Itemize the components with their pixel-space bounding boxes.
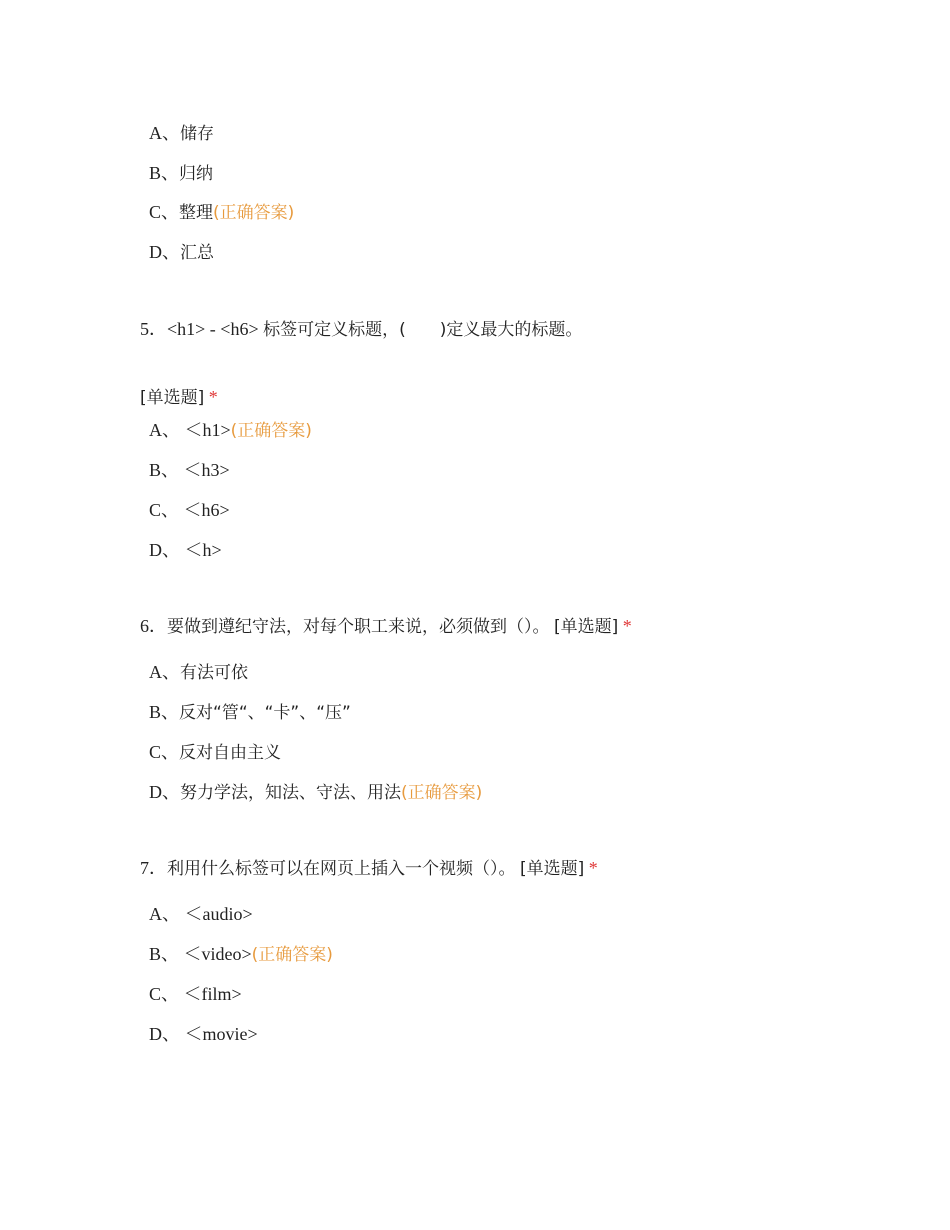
- required-asterisk: *: [588, 858, 598, 878]
- q6-option-a: A、有法可依: [149, 662, 248, 683]
- q5-stem: 5．<h1> - <h6> 标签可定义标题，( )定义最大的标题。: [140, 319, 583, 340]
- q7-option-d: D、 ＜movie>: [149, 1024, 258, 1044]
- correct-answer-mark: (正确答案): [230, 421, 312, 441]
- q7-stem: 7．利用什么标签可以在网页上插入一个视频（）。 [单选题] *: [140, 858, 598, 879]
- q7-option-c: C、 ＜film>: [149, 984, 242, 1004]
- q5-type: [单选题] *: [140, 387, 218, 408]
- q6-option-c: C、反对自由主义: [149, 742, 282, 763]
- required-asterisk: *: [622, 616, 632, 636]
- q7-option-a: A、 ＜audio>: [149, 904, 253, 924]
- q6-stem: 6．要做到遵纪守法，对每个职工来说，必须做到（）。 [单选题] *: [140, 616, 632, 637]
- q5-option-a: A、 ＜h1>(正确答案): [149, 420, 312, 441]
- q7-option-b: B、 ＜video>(正确答案): [149, 944, 333, 965]
- correct-answer-mark: (正确答案): [401, 783, 483, 803]
- q4-option-b: B、归纳: [149, 163, 214, 184]
- q4-option-c: C、整理(正确答案): [149, 202, 295, 223]
- correct-answer-mark: (正确答案): [213, 203, 295, 223]
- required-asterisk: *: [208, 387, 218, 407]
- q5-option-c: C、 ＜h6>: [149, 500, 230, 520]
- correct-answer-mark: (正确答案): [251, 945, 333, 965]
- q6-option-b: B、反对“管“、“卡”、“压”: [149, 702, 351, 723]
- q5-option-d: D、 ＜h>: [149, 540, 222, 560]
- q4-option-a: A、储存: [149, 123, 214, 144]
- q5-option-b: B、 ＜h3>: [149, 460, 230, 480]
- q6-option-d: D、努力学法，知法、守法、用法(正确答案): [149, 782, 483, 803]
- q4-option-d: D、汇总: [149, 242, 214, 263]
